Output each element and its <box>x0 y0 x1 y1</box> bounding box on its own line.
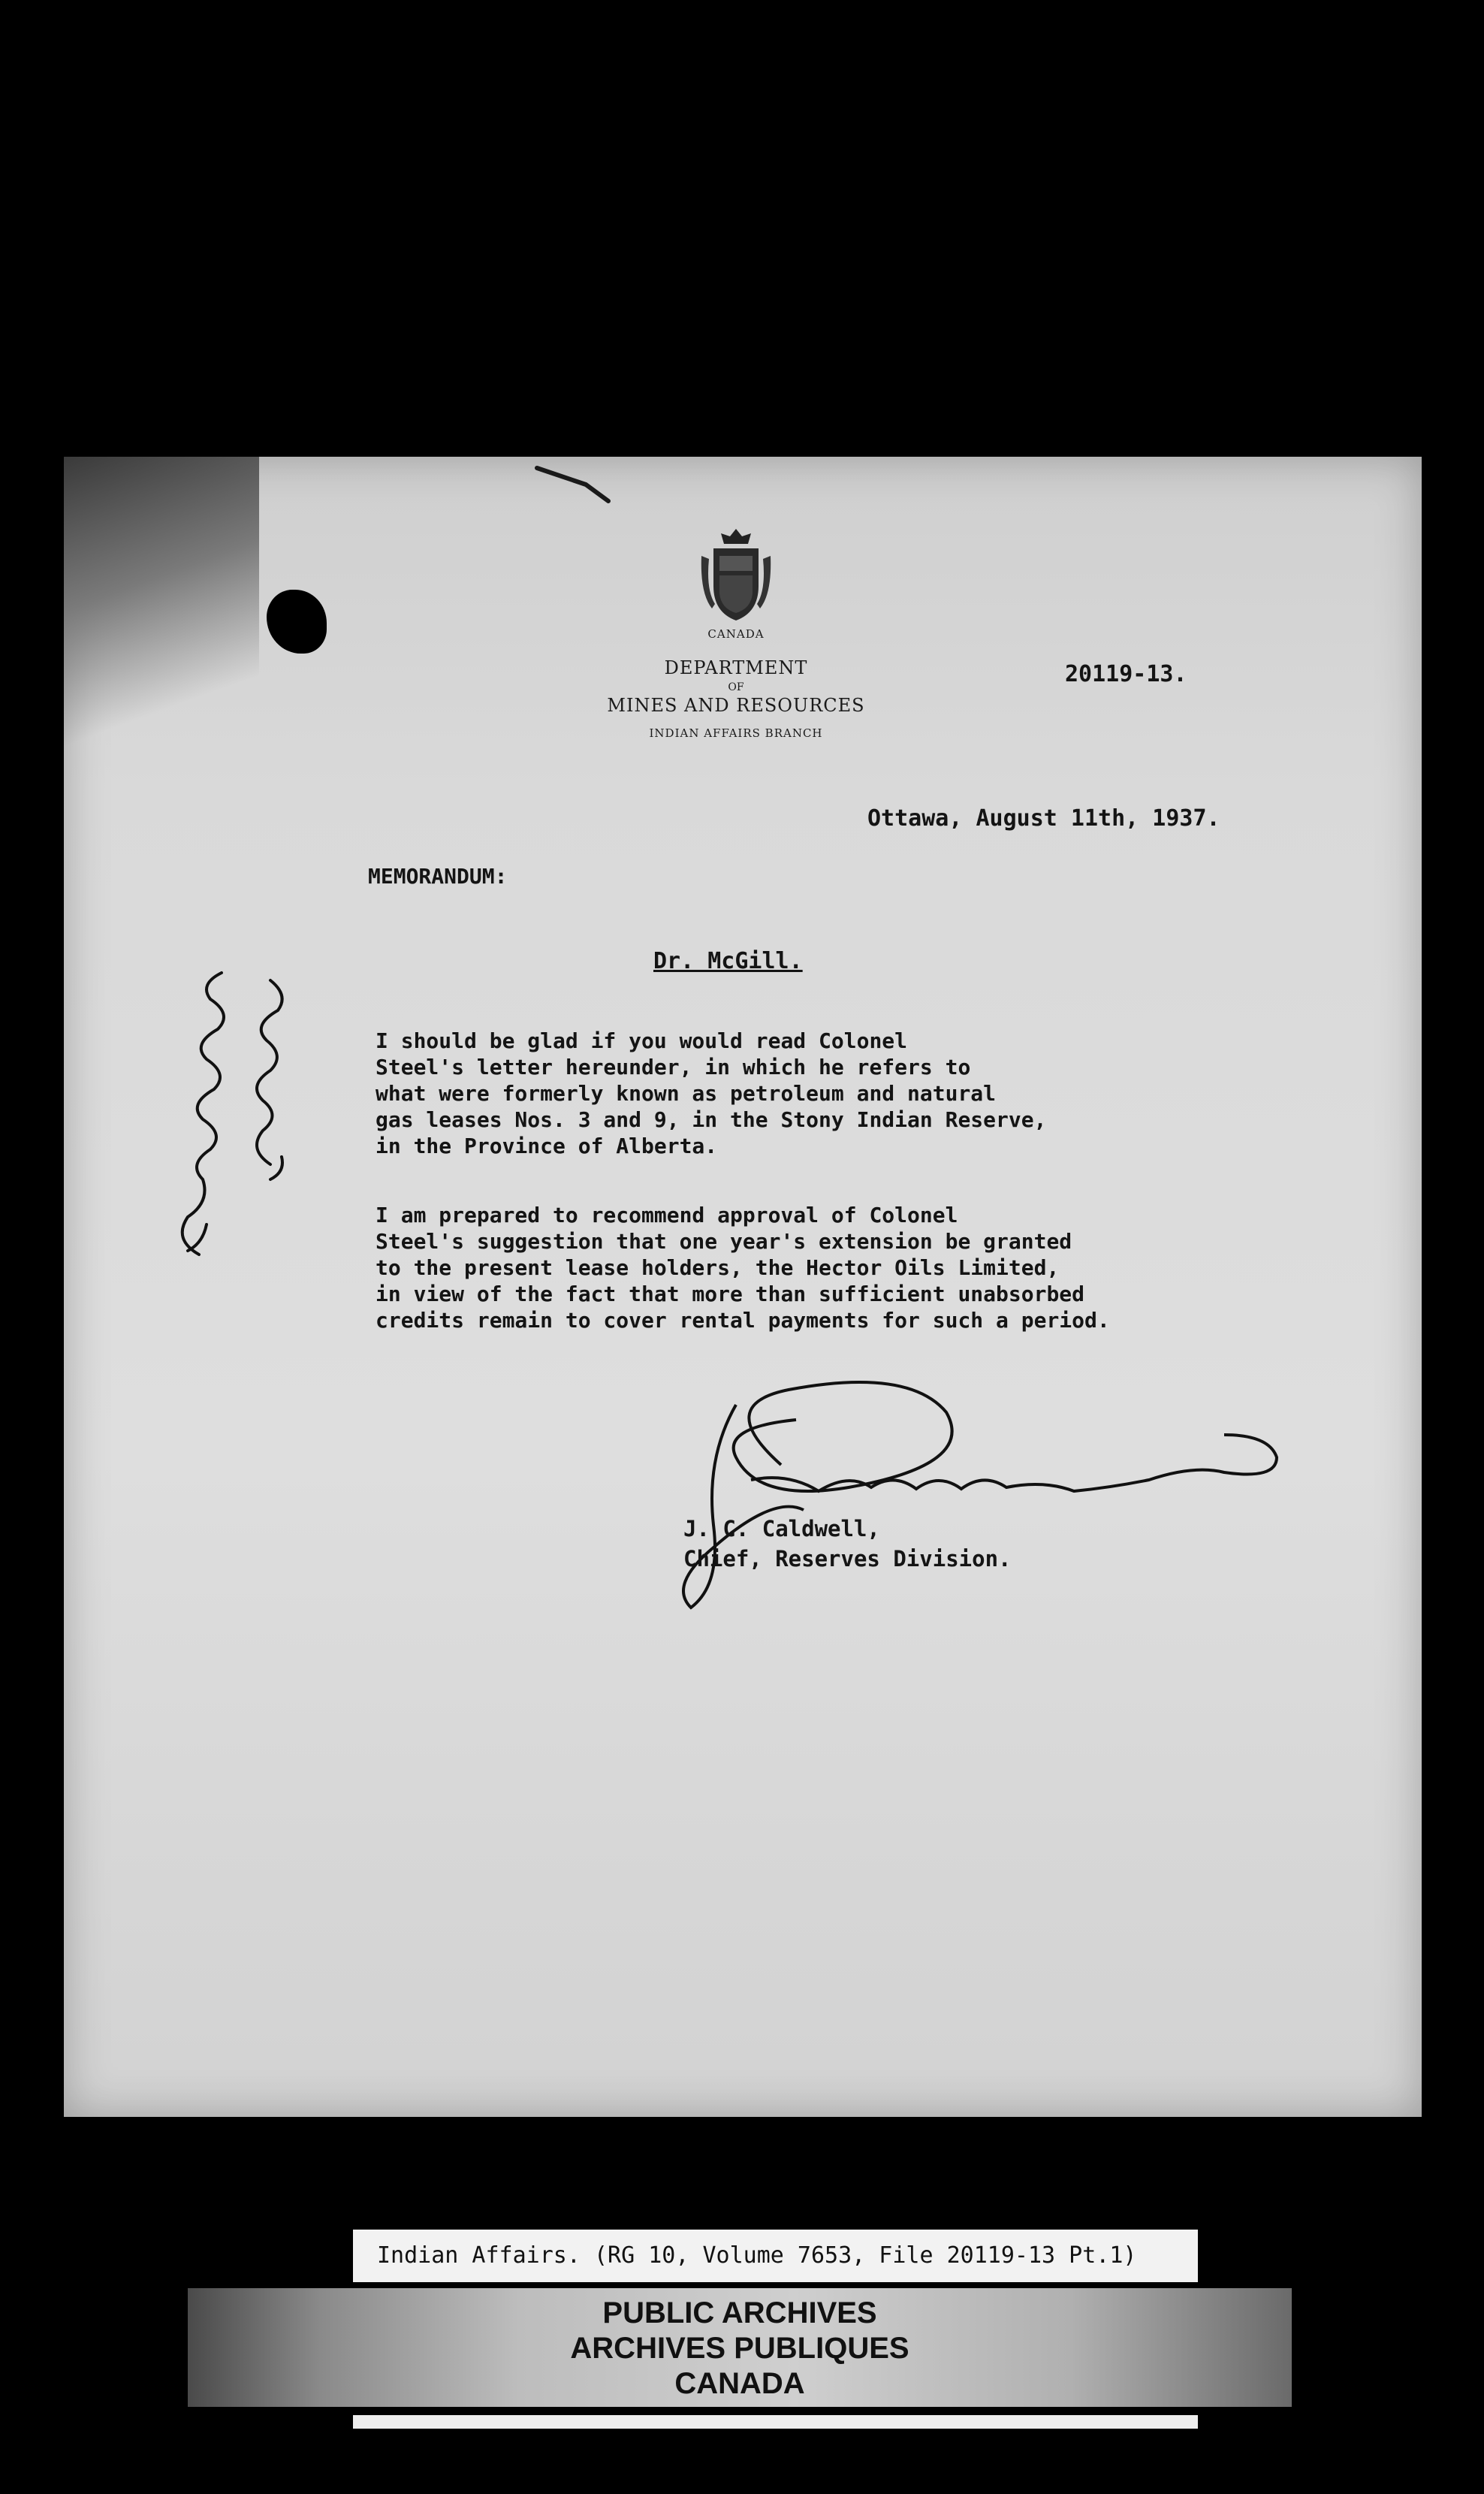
archives-stamp <box>188 2288 1292 2407</box>
file-number: 20119-13. <box>1065 661 1187 687</box>
date-line: Ottawa, August 11th, 1937. <box>867 805 1220 832</box>
addressee: Dr. McGill. <box>653 948 803 974</box>
pen-mark <box>533 462 616 507</box>
signatory-block <box>683 1514 1012 1574</box>
letterhead-ministry: MINES AND RESOURCES <box>607 695 865 716</box>
letterhead-department: DEPARTMENT <box>664 657 808 678</box>
archives-stamp-line2: ARCHIVES PUBLIQUES <box>570 2332 909 2365</box>
archives-stamp-line3: CANADA <box>674 2367 805 2400</box>
handwritten-approval-note <box>158 954 308 1270</box>
letterhead-of: OF <box>728 681 744 693</box>
bottom-border <box>353 2415 1198 2429</box>
letterhead-country: CANADA <box>707 627 765 641</box>
coat-of-arms-icon <box>698 526 774 624</box>
letterhead <box>586 627 886 740</box>
signatory-name: J. C. Caldwell, <box>683 1516 880 1541</box>
letterhead-branch: INDIAN AFFAIRS BRANCH <box>649 726 823 740</box>
body-paragraph-2: I am prepared to recommend approval of Colonel Steel's suggestion that one year's extension be granted to the present lease holders, the Hector Oils Limited, in view of the fact that more than sufficient unabsorbed credits remain to cover rental payments for such a period. <box>376 1203 1110 1333</box>
paper-shadow <box>64 457 259 772</box>
archive-reference: Indian Affairs. (RG 10, Volume 7653, File 20119-13 Pt.1) <box>353 2230 1198 2282</box>
signatory-title: Chief, Reserves Division. <box>683 1546 1012 1572</box>
body-paragraph-1: I should be glad if you would read Colonel Steel's letter hereunder, in which he refers to what were formerly known as petroleum and natural gas leases Nos. 3 and 9, in the Stony Indian Reserve, in the Province of Alberta. <box>376 1028 1047 1158</box>
memo-label: MEMORANDUM: <box>368 864 508 889</box>
archives-stamp-line1: PUBLIC ARCHIVES <box>602 2296 877 2329</box>
handwritten-signature <box>623 1360 1329 1615</box>
